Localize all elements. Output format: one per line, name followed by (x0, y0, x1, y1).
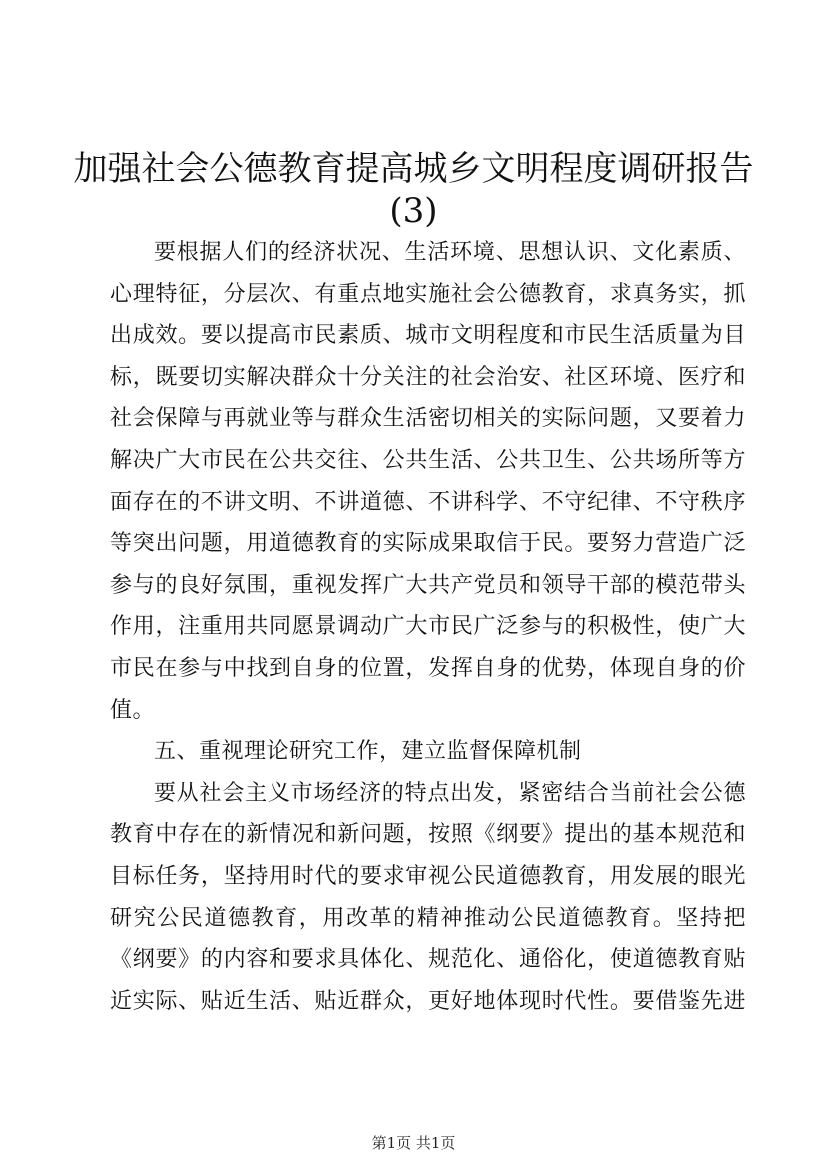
text-line: 解决广大市民在公共交往、公共生活、公共卫生、公共场所等方 (110, 447, 746, 473)
text-line: 值。 (110, 697, 156, 723)
text-line: 目标任务，坚持用时代的要求审视公民道德教育，用发展的眼光 (110, 863, 746, 889)
text-line: 标，既要切实解决群众十分关注的社会治安、社区环境、医疗和 (110, 364, 746, 390)
section-heading (110, 731, 746, 773)
text-line: 市民在参与中找到自身的位置，发挥自身的优势，体现自身的价 (110, 655, 746, 681)
document-body (110, 232, 746, 1022)
text-line: 心理特征，分层次、有重点地实施社会公德教育，求真务实，抓 (110, 281, 746, 307)
page-footer: 第1页 共1页 (371, 1134, 456, 1152)
text-line: 作用，注重用共同愿景调动广大市民广泛参与的积极性，使广大 (110, 614, 746, 640)
text-line: 等突出问题，用道德教育的实际成果取信于民。要努力营造广泛 (110, 531, 746, 557)
text-line: 五、重视理论研究工作，建立监督保障机制 (154, 739, 582, 765)
text-line: 教育中存在的新情况和新问题，按照《纲要》提出的基本规范和 (110, 822, 746, 848)
text-line: 出成效。要以提高市民素质、城市文明程度和市民生活质量为目 (110, 323, 746, 349)
paragraph (110, 773, 746, 1023)
text-line: 研究公民道德教育，用改革的精神推动公民道德教育。坚持把 (110, 905, 746, 931)
document-title-suffix: (3) (389, 191, 438, 231)
text-line: 近实际、贴近生活、贴近群众，更好地体现时代性。要借鉴先进 (110, 988, 746, 1014)
text-line: 面存在的不讲文明、不讲道德、不讲科学、不守纪律、不守秩序 (110, 489, 746, 515)
text-line: 要从社会主义市场经济的特点出发，紧密结合当前社会公德 (154, 780, 746, 806)
text-line: 社会保障与再就业等与群众生活密切相关的实际问题，又要着力 (110, 406, 746, 432)
paragraph (110, 232, 746, 731)
text-line: 要根据人们的经济状况、生活环境、思想认识、文化素质、 (154, 240, 746, 265)
text-line: 《纲要》的内容和要求具体化、规范化、通俗化，使道德教育贴 (110, 947, 746, 973)
document-title: 加强社会公德教育提高城乡文明程度调研报告 (73, 149, 754, 189)
text-line: 参与的良好氛围，重视发挥广大共产党员和领导干部的模范带头 (110, 572, 746, 598)
